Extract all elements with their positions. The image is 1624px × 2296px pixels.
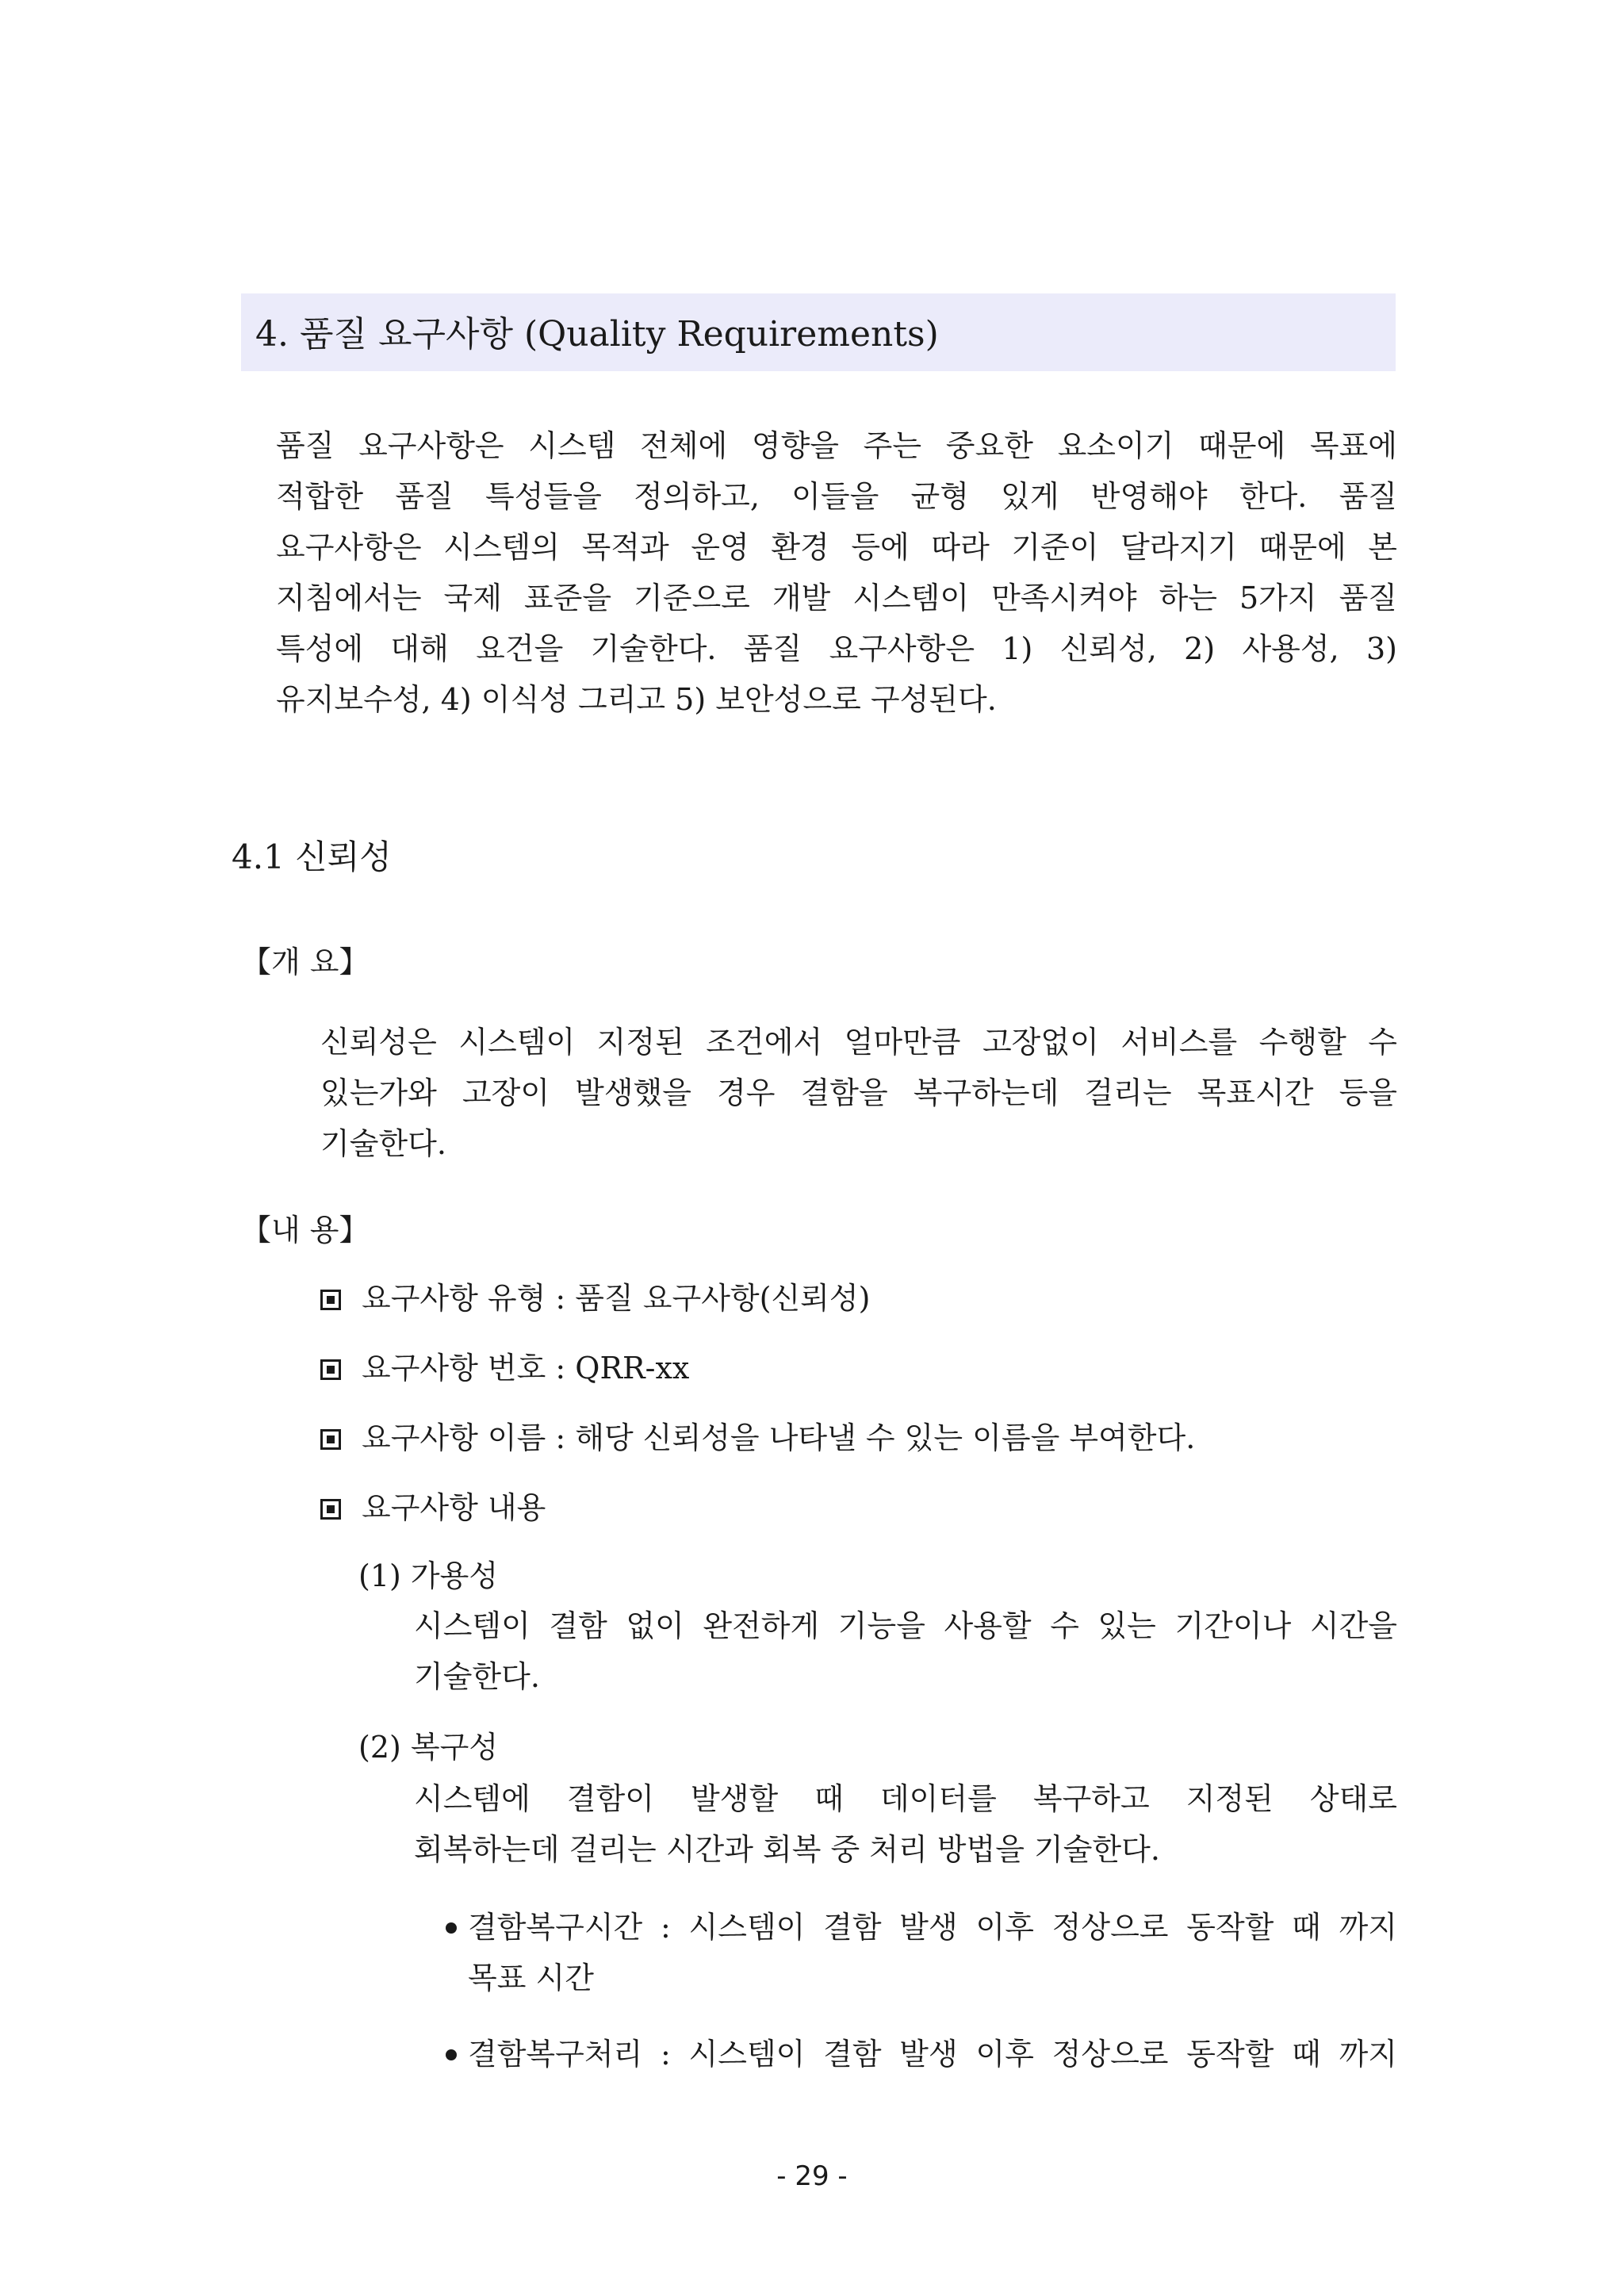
square-bullet-icon — [320, 1359, 341, 1380]
requirement-item — [320, 1348, 689, 1388]
subsection-line: 기술한다. — [414, 1659, 540, 1694]
content-heading: 【내 용】 — [241, 1213, 370, 1248]
bullet-line: 목표 시간 — [468, 1961, 594, 1995]
square-bullet-icon — [320, 1499, 341, 1520]
subsection-line: 시스템이 결함 없이 완전하게 기능을 사용할 수 있는 기간이나 시간을 — [414, 1608, 1397, 1643]
subsection-line: 회복하는데 걸리는 시간과 회복 중 처리 방법을 기술한다. — [414, 1832, 1160, 1867]
intro-line: 특성에 대해 요건을 기술한다. 품질 요구사항은 1) 신뢰성, 2) 사용성, 3) — [276, 631, 1397, 666]
square-bullet-icon — [320, 1290, 341, 1310]
subsection-title: (1) 가용성 — [358, 1558, 499, 1593]
overview-line: 있는가와 고장이 발생했을 경우 결함을 복구하는데 걸리는 목표시간 등을 — [320, 1075, 1397, 1110]
bullet-dot-icon — [446, 1922, 457, 1934]
bullet-item — [446, 1902, 1397, 2003]
requirement-item — [320, 1418, 1195, 1458]
overview-line: 기술한다. — [320, 1126, 446, 1161]
intro-line: 지침에서는 국제 표준을 기준으로 개발 시스템이 만족시켜야 하는 5가지 품질 — [276, 581, 1397, 615]
intro-line: 적합한 품질 특성들을 정의하고, 이들을 균형 있게 반영해야 한다. 품질 — [276, 479, 1397, 514]
subsection-line: 시스템에 결함이 발생할 때 데이터를 복구하고 지정된 상태로 — [414, 1781, 1397, 1816]
requirement-item-text: 요구사항 이름 : 해당 신뢰성을 나타낼 수 있는 이름을 부여한다. — [362, 1420, 1196, 1455]
requirement-item-text: 요구사항 번호 : QRR-xx — [362, 1351, 690, 1386]
overview-paragraph — [320, 1017, 1397, 1169]
bullet-line: 결함복구처리 : 시스템이 결함 발생 이후 정상으로 동작할 때 까지 — [468, 2037, 1397, 2072]
bullet-dot-icon — [446, 2049, 457, 2060]
subsection-title: (2) 복구성 — [358, 1730, 499, 1765]
intro-paragraph — [276, 420, 1397, 725]
requirement-item-text: 요구사항 내용 — [362, 1490, 546, 1525]
bullet-item — [446, 2029, 1397, 2079]
bullet-line: 결함복구시간 : 시스템이 결함 발생 이후 정상으로 동작할 때 까지 — [468, 1910, 1397, 1945]
requirement-item-text: 요구사항 유형 : 품질 요구사항(신뢰성) — [362, 1281, 871, 1316]
page-number: - 29 - — [776, 2160, 848, 2192]
overview-heading: 【개 요】 — [241, 945, 370, 979]
intro-line: 품질 요구사항은 시스템 전체에 영향을 주는 중요한 요소이기 때문에 목표에 — [276, 428, 1397, 463]
square-bullet-icon — [320, 1429, 341, 1450]
section-title: 4.1 신뢰성 — [232, 838, 392, 876]
requirement-item — [320, 1278, 870, 1318]
overview-line: 신뢰성은 시스템이 지정된 조건에서 얼마만큼 고장없이 서비스를 수행할 수 — [320, 1025, 1397, 1060]
subsection-body — [414, 1600, 1397, 1702]
chapter-title: 4. 품질 요구사항 (Quality Requirements) — [255, 314, 939, 355]
requirement-item — [320, 1488, 546, 1527]
intro-line: 요구사항은 시스템의 목적과 운영 환경 등에 따라 기준이 달라지기 때문에 본 — [276, 530, 1397, 565]
intro-line: 유지보수성, 4) 이식성 그리고 5) 보안성으로 구성된다. — [276, 682, 997, 717]
subsection-body — [414, 1773, 1397, 1875]
